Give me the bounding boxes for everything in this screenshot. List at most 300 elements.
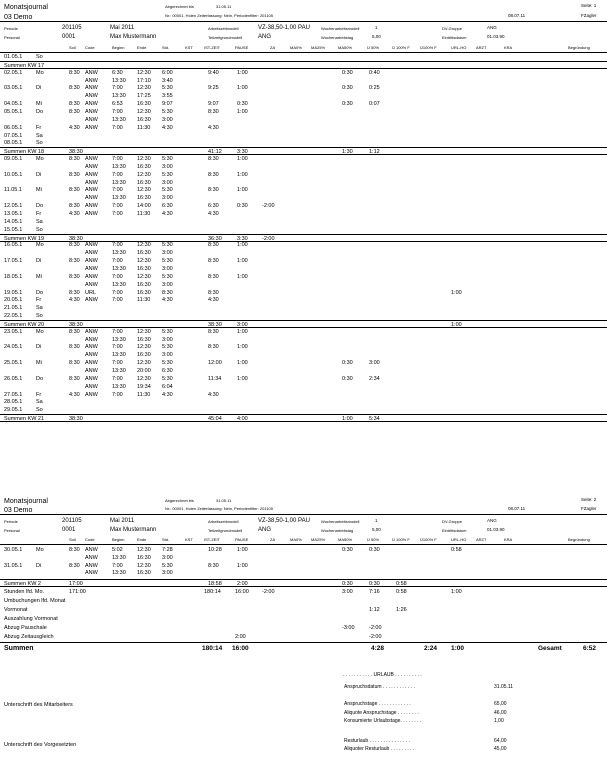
std: 5:30 [162, 344, 173, 351]
table-row [0, 569, 607, 577]
table-row [0, 139, 607, 147]
date: 19.05.1 [4, 289, 23, 296]
ende: 16:30 [137, 352, 151, 359]
date: 11.05.1 [4, 187, 22, 194]
date: 12.05.1 [4, 203, 23, 210]
periode-2: 201105 [62, 518, 82, 524]
date: 05.05.1 [4, 108, 23, 115]
employee-name: Max Mustermann [110, 34, 157, 40]
ist-zeit: 4:30 [208, 124, 219, 131]
total-label: Abzug Zeitausgleich [4, 633, 54, 640]
summary-label: Summen KW 17 [4, 62, 45, 69]
week-summary-row [0, 234, 607, 242]
col-14: Ü100% F [420, 537, 437, 542]
col-15: URL-HO [451, 537, 467, 542]
code: ANW [85, 547, 98, 553]
report-subtitle: 03 Demo [4, 14, 33, 21]
table-row [0, 391, 607, 399]
pause: 1:00 [237, 344, 248, 351]
label-arbeitszeitmodell-2: Arbeitszeitmodell [208, 519, 239, 524]
summary-label: Summen KW 19 [4, 235, 45, 242]
date: 22.05.1 [4, 313, 23, 320]
ist-zeit: 4:30 [208, 211, 219, 217]
total-u100: -2:00 [369, 633, 382, 640]
table-row [0, 359, 607, 367]
ende: 16:30 [137, 163, 151, 170]
total-soll: 171:00 [69, 589, 86, 595]
soll: 4:30 [69, 391, 80, 398]
std: 3:00 [162, 281, 173, 288]
soll: 8:30 [69, 360, 80, 367]
report-title-2: Monatsjournal [4, 498, 48, 505]
ist-zeit: 38:30 [208, 321, 222, 328]
beginn: 13:30 [112, 352, 126, 359]
beginn: 7:00 [112, 203, 123, 210]
beginn: 7:00 [112, 328, 123, 335]
col-8: ZA [270, 537, 276, 542]
pause: 0:30 [237, 203, 248, 210]
label-wochentag-2: Wochenarbeitstag [321, 528, 354, 533]
col-7: PAUSE [235, 537, 249, 542]
filter-text: Nr.: 00001, Holen Zeiterfassung: Nein, Periodenfilter: 201105 [165, 13, 273, 18]
table-row [0, 375, 607, 383]
date: 13.05.1 [4, 211, 23, 217]
beginn: 7:00 [112, 171, 123, 178]
col-14: Ü100% F [420, 45, 437, 50]
soll: 8:30 [69, 242, 80, 249]
beginn: 13:30 [112, 383, 126, 390]
u50: 0:30 [342, 375, 353, 382]
table-row [0, 304, 607, 312]
date: 26.05.1 [4, 375, 23, 382]
total-pause: 16:00 [235, 589, 249, 595]
total-label: Stunden lfd. Mo. [4, 589, 45, 595]
std: 3:00 [162, 336, 173, 343]
table-row [0, 249, 607, 257]
std: 5:30 [162, 85, 173, 92]
code: ANW [85, 124, 98, 131]
code: ANW [85, 85, 98, 92]
soll: 8:30 [69, 69, 80, 76]
ende: 16:30 [137, 179, 151, 186]
ende: 16:30 [137, 265, 151, 272]
col-8: ZA [270, 45, 276, 50]
weekday: Mi [36, 101, 42, 108]
sign-supervisor: Unterschrift des Vorgesetzten [4, 742, 77, 748]
soll: 4:30 [69, 124, 80, 131]
ende: 12:30 [137, 273, 151, 280]
weekday: Fr [36, 391, 42, 398]
std: 5:30 [162, 108, 173, 115]
std: 6:04 [162, 383, 173, 390]
std: 3:00 [162, 179, 173, 186]
beginn: 13:30 [112, 336, 126, 343]
pause: 1:00 [237, 187, 248, 194]
label-personal: Personal [4, 35, 20, 40]
date: 23.05.1 [4, 328, 23, 335]
col-0: Soll [69, 45, 76, 50]
sign-employee: Unterschrift des Mitarbeiters [4, 702, 73, 708]
std: 3:00 [162, 250, 173, 257]
table-row [0, 155, 607, 163]
personal-number: 0001 [62, 34, 76, 40]
date: 02.05.1 [4, 69, 23, 76]
code: ANW [85, 93, 98, 100]
soll: 8:30 [69, 562, 80, 569]
u100: 0:07 [369, 101, 380, 108]
weekday: Mo [36, 69, 44, 76]
soll: 4:30 [69, 211, 80, 217]
ist-zeit: 45:04 [208, 416, 222, 423]
label-eintritt-2: Eintrittsdatum [442, 528, 467, 533]
col-18: Begründung [568, 45, 590, 50]
code: ANW [85, 391, 98, 398]
code: ANW [85, 265, 98, 272]
code: ANW [85, 297, 98, 304]
std: 3:00 [162, 116, 173, 123]
date: 10.05.1 [4, 171, 23, 178]
urlaub-label: Konsumierte Urlaubstage. . . . . . . . [344, 718, 422, 724]
col-2: Beginn [112, 45, 125, 50]
total-pause: 2:00 [235, 633, 246, 640]
code: ANW [85, 258, 98, 265]
table-row [0, 336, 607, 344]
label-eintritt: Eintrittsdatum [442, 35, 467, 40]
soll: 8:30 [69, 289, 80, 296]
beginn: 7:00 [112, 124, 123, 131]
weekday: Do [36, 203, 44, 210]
week-summary-row [0, 320, 607, 328]
beginn: 7:00 [112, 85, 123, 92]
total-u100: -2:00 [369, 624, 382, 631]
urlaub-label: Aliquoter Resturlaub . . . . . . . . . [344, 746, 415, 752]
table-row [0, 296, 607, 304]
weekday: Fr [36, 297, 42, 304]
week-summary-row [0, 61, 607, 69]
summary-label: Summen KW 18 [4, 149, 45, 156]
ende: 12:30 [137, 328, 151, 335]
soll: 8:30 [69, 85, 80, 92]
date: 31.05.1 [4, 562, 23, 569]
std: 3:00 [162, 554, 173, 561]
weekday: Mo [36, 156, 44, 163]
table-row [0, 273, 607, 281]
total-row [0, 606, 607, 614]
weekday: Sa [36, 132, 43, 139]
week-summary-row [0, 147, 607, 155]
ist-zeit: 12:00 [208, 360, 222, 367]
arbeitszeitmodell: VZ-38,50-1,00 PAU [258, 25, 310, 31]
pause: 1:00 [237, 360, 248, 367]
std: 5:30 [162, 273, 173, 280]
soll: 38:30 [69, 416, 83, 423]
table-row [0, 210, 607, 218]
wochentag: 5,00 [372, 34, 381, 39]
ende: 16:30 [137, 116, 151, 123]
ende: 12:30 [137, 69, 151, 76]
total-label: Auszahlung Vormonat [4, 615, 58, 622]
url-ho: 1:00 [451, 321, 462, 328]
table-row [0, 265, 607, 273]
weekday: Sa [36, 218, 43, 225]
beginn: 7:00 [112, 242, 123, 249]
weekday: Di [36, 171, 42, 178]
pause: 1:00 [237, 547, 248, 553]
soll: 8:30 [69, 101, 80, 108]
arbeitszeitmodell-2: VZ-38,50-1,00 PAU [258, 518, 310, 524]
col-11: MA50% [338, 537, 353, 542]
std: 6:00 [162, 69, 173, 76]
pause: 1:00 [237, 156, 248, 163]
beginn: 13:30 [112, 554, 126, 561]
code: ANW [85, 336, 98, 343]
u100: 3:00 [369, 360, 380, 367]
table-row [0, 562, 607, 570]
std: 5:30 [162, 242, 173, 249]
table-row [0, 202, 607, 210]
u50: 1:30 [342, 149, 353, 156]
table-row [0, 171, 607, 179]
total-row [0, 588, 607, 596]
code: ANW [85, 250, 98, 257]
urlaub-value: 45,00 [494, 746, 507, 752]
code: ANW [85, 101, 98, 108]
label-arbeitszeitmodell: Arbeitszeitmodell [208, 26, 239, 31]
total-u50: 3:00 [342, 589, 353, 595]
date: 07.05.1 [4, 132, 23, 139]
pause: 3:30 [237, 235, 248, 242]
ende: 16:30 [137, 570, 151, 577]
pause: 3:30 [237, 149, 248, 156]
personal-number-2: 0001 [62, 527, 76, 533]
code: ANW [85, 163, 98, 170]
code: ANW [85, 187, 98, 194]
month: Mai 2011 [110, 25, 135, 31]
ende: 16:30 [137, 281, 151, 288]
date: 25.05.1 [4, 360, 23, 367]
code: ANW [85, 108, 98, 115]
ende: 11:30 [137, 211, 151, 217]
ist-zeit: 6:30 [208, 203, 219, 210]
code: ANW [85, 360, 98, 367]
col-7: PAUSE [235, 45, 249, 50]
beginn: 13:30 [112, 250, 126, 257]
beginn: 7:00 [112, 108, 123, 115]
date: 08.05.1 [4, 140, 23, 147]
col-5: KST [185, 45, 193, 50]
col-9: MA0% [290, 537, 302, 542]
table-row [0, 406, 607, 414]
week-summary-row [0, 414, 607, 422]
ist-zeit: 9:25 [208, 85, 219, 92]
date: 15.05.1 [4, 226, 23, 233]
printed-label: Abgerechnet bis [165, 4, 194, 9]
code: ANW [85, 562, 98, 569]
table-row [0, 351, 607, 359]
code: ANW [85, 344, 98, 351]
soll: 8:30 [69, 156, 80, 163]
weekday: So [36, 313, 43, 320]
pause: 1:00 [237, 242, 248, 249]
ende: 16:30 [137, 554, 151, 561]
table-row [0, 281, 607, 289]
label-wochenmodell-2: Wochenarbeitsmodell [321, 519, 360, 524]
code: ANW [85, 273, 98, 280]
eintritt-2: 01.03.90 [487, 527, 505, 532]
beginn: 13:30 [112, 570, 126, 577]
code: ANW [85, 77, 98, 84]
wochenmodell: 1 [375, 25, 378, 30]
std: 5:30 [162, 156, 173, 163]
ende: 17:25 [137, 93, 151, 100]
filter-text-2: Nr.: 00001, Holen Zeiterfassung: Nein, Periodenfilter: 201105 [165, 506, 273, 511]
ende: 12:30 [137, 108, 151, 115]
std: 8:30 [162, 289, 173, 296]
urlaub-label: Aliquote Anspruchstage . . . . . . . . [344, 710, 419, 716]
code: ANW [85, 570, 98, 577]
urlaub-row [342, 737, 542, 745]
beginn: 13:30 [112, 368, 126, 374]
total-label: Vormonat [4, 606, 28, 613]
col-4: Std. [162, 45, 170, 50]
weekday: Mi [36, 273, 42, 280]
col-11: MA50% [338, 45, 353, 50]
code: ANW [85, 179, 98, 186]
weekday: Mo [36, 328, 44, 335]
table-row [0, 312, 607, 320]
ist-zeit: 8:30 [208, 156, 219, 163]
label-dv-gruppe-2: DV-Gruppe [442, 519, 463, 524]
ende: 16:30 [137, 336, 151, 343]
u50: 1:00 [342, 416, 353, 423]
urlaub-value: 31.05.11 [494, 684, 514, 690]
table-row [0, 84, 607, 92]
weekday: So [36, 54, 43, 60]
soll: 38:30 [69, 235, 83, 242]
code: ANW [85, 368, 98, 374]
urlaub-row [342, 745, 542, 753]
col-13: Ü 100% F [392, 537, 410, 542]
url-ho: 1:00 [451, 289, 462, 296]
ist-zeit: 8:30 [208, 289, 219, 296]
date: 16.05.1 [4, 242, 23, 249]
col-10: MA25% [311, 537, 326, 542]
beginn: 7:00 [112, 391, 123, 398]
table-row [0, 554, 607, 562]
weekday: Sa [36, 399, 43, 406]
page-number-2: Seite: 2 [581, 497, 597, 502]
za: -2:00 [262, 235, 275, 242]
col-16: ARZT [476, 537, 487, 542]
report-subtitle-2: 03 Demo [4, 507, 33, 514]
date: 04.05.1 [4, 101, 23, 108]
table-row [0, 116, 607, 124]
u100: 5:34 [369, 416, 380, 423]
beginn: 13:30 [112, 93, 126, 100]
beginn: 13:30 [112, 77, 126, 84]
code: URL [85, 289, 97, 296]
table-row [0, 100, 607, 108]
total-za: -2:00 [262, 589, 275, 595]
weekday: Fr [36, 211, 42, 217]
soll: 8:30 [69, 187, 80, 194]
std: 3:00 [162, 163, 173, 170]
label-personal-2: Personal [4, 528, 20, 533]
ist-zeit: 8:30 [208, 328, 219, 335]
col-1: Code [85, 537, 95, 542]
date: 17.05.1 [4, 258, 23, 265]
ende: 17:10 [137, 77, 151, 84]
total-row [0, 624, 607, 632]
table-row [0, 163, 607, 171]
ende: 19:34 [137, 383, 151, 390]
ende: 11:30 [137, 391, 151, 398]
urlaub-value: 64,00 [494, 738, 507, 744]
ende: 12:30 [137, 344, 151, 351]
u50: 0:30 [342, 101, 353, 108]
ende: 20:00 [137, 368, 151, 374]
code: ANW [85, 375, 98, 382]
std: 3:00 [162, 195, 173, 202]
ist-zeit: 36:30 [208, 235, 222, 242]
print-date-2: 08.07.11 [508, 506, 526, 511]
beginn: 7:00 [112, 375, 123, 382]
summary-label: Summen KW 20 [4, 321, 45, 328]
std: 4:30 [162, 391, 173, 398]
weekday: Mo [36, 547, 44, 553]
pause: 1:00 [237, 562, 248, 569]
weekday: Mi [36, 360, 42, 367]
ende: 12:30 [137, 187, 151, 194]
table-row [0, 226, 607, 234]
column-header [0, 44, 607, 52]
pause: 3:00 [237, 321, 248, 328]
pause: 1:00 [237, 328, 248, 335]
ist-zeit: 8:30 [208, 242, 219, 249]
table-row [0, 108, 607, 116]
date: 28.05.1 [4, 399, 23, 406]
table-row [0, 186, 607, 194]
col-2: Beginn [112, 537, 125, 542]
label-teilzeit: Teilzeitgrundmodell [208, 35, 243, 40]
weekday: So [36, 140, 43, 147]
ist-zeit: 8:30 [208, 344, 219, 351]
weekday: Do [36, 289, 44, 296]
code: ANW [85, 171, 98, 178]
ende: 16:30 [137, 250, 151, 257]
label-wochentag: Wochenarbeitstag [321, 35, 354, 40]
label-periode-2: Periode [4, 519, 18, 524]
date: 30.05.1 [4, 547, 23, 553]
total-row [0, 615, 607, 623]
std: 4:30 [162, 297, 173, 304]
col-9: MA0% [290, 45, 302, 50]
std: 5:30 [162, 562, 173, 569]
date: 01.05.1 [4, 54, 23, 60]
u100: 1:12 [369, 149, 380, 156]
beginn: 13:30 [112, 179, 126, 186]
col-10: MA25% [311, 45, 326, 50]
printed-label-2: Abgerechnet bis [165, 498, 194, 503]
table-row [0, 343, 607, 351]
pause: 1:00 [237, 69, 248, 76]
urlaub-value: 65,00 [494, 701, 507, 707]
periode: 201105 [62, 25, 82, 31]
printed-date-2: 31.05.11 [216, 498, 232, 503]
std: 5:30 [162, 258, 173, 265]
col-6: IST-ZEIT [204, 45, 220, 50]
code: ANW [85, 352, 98, 359]
